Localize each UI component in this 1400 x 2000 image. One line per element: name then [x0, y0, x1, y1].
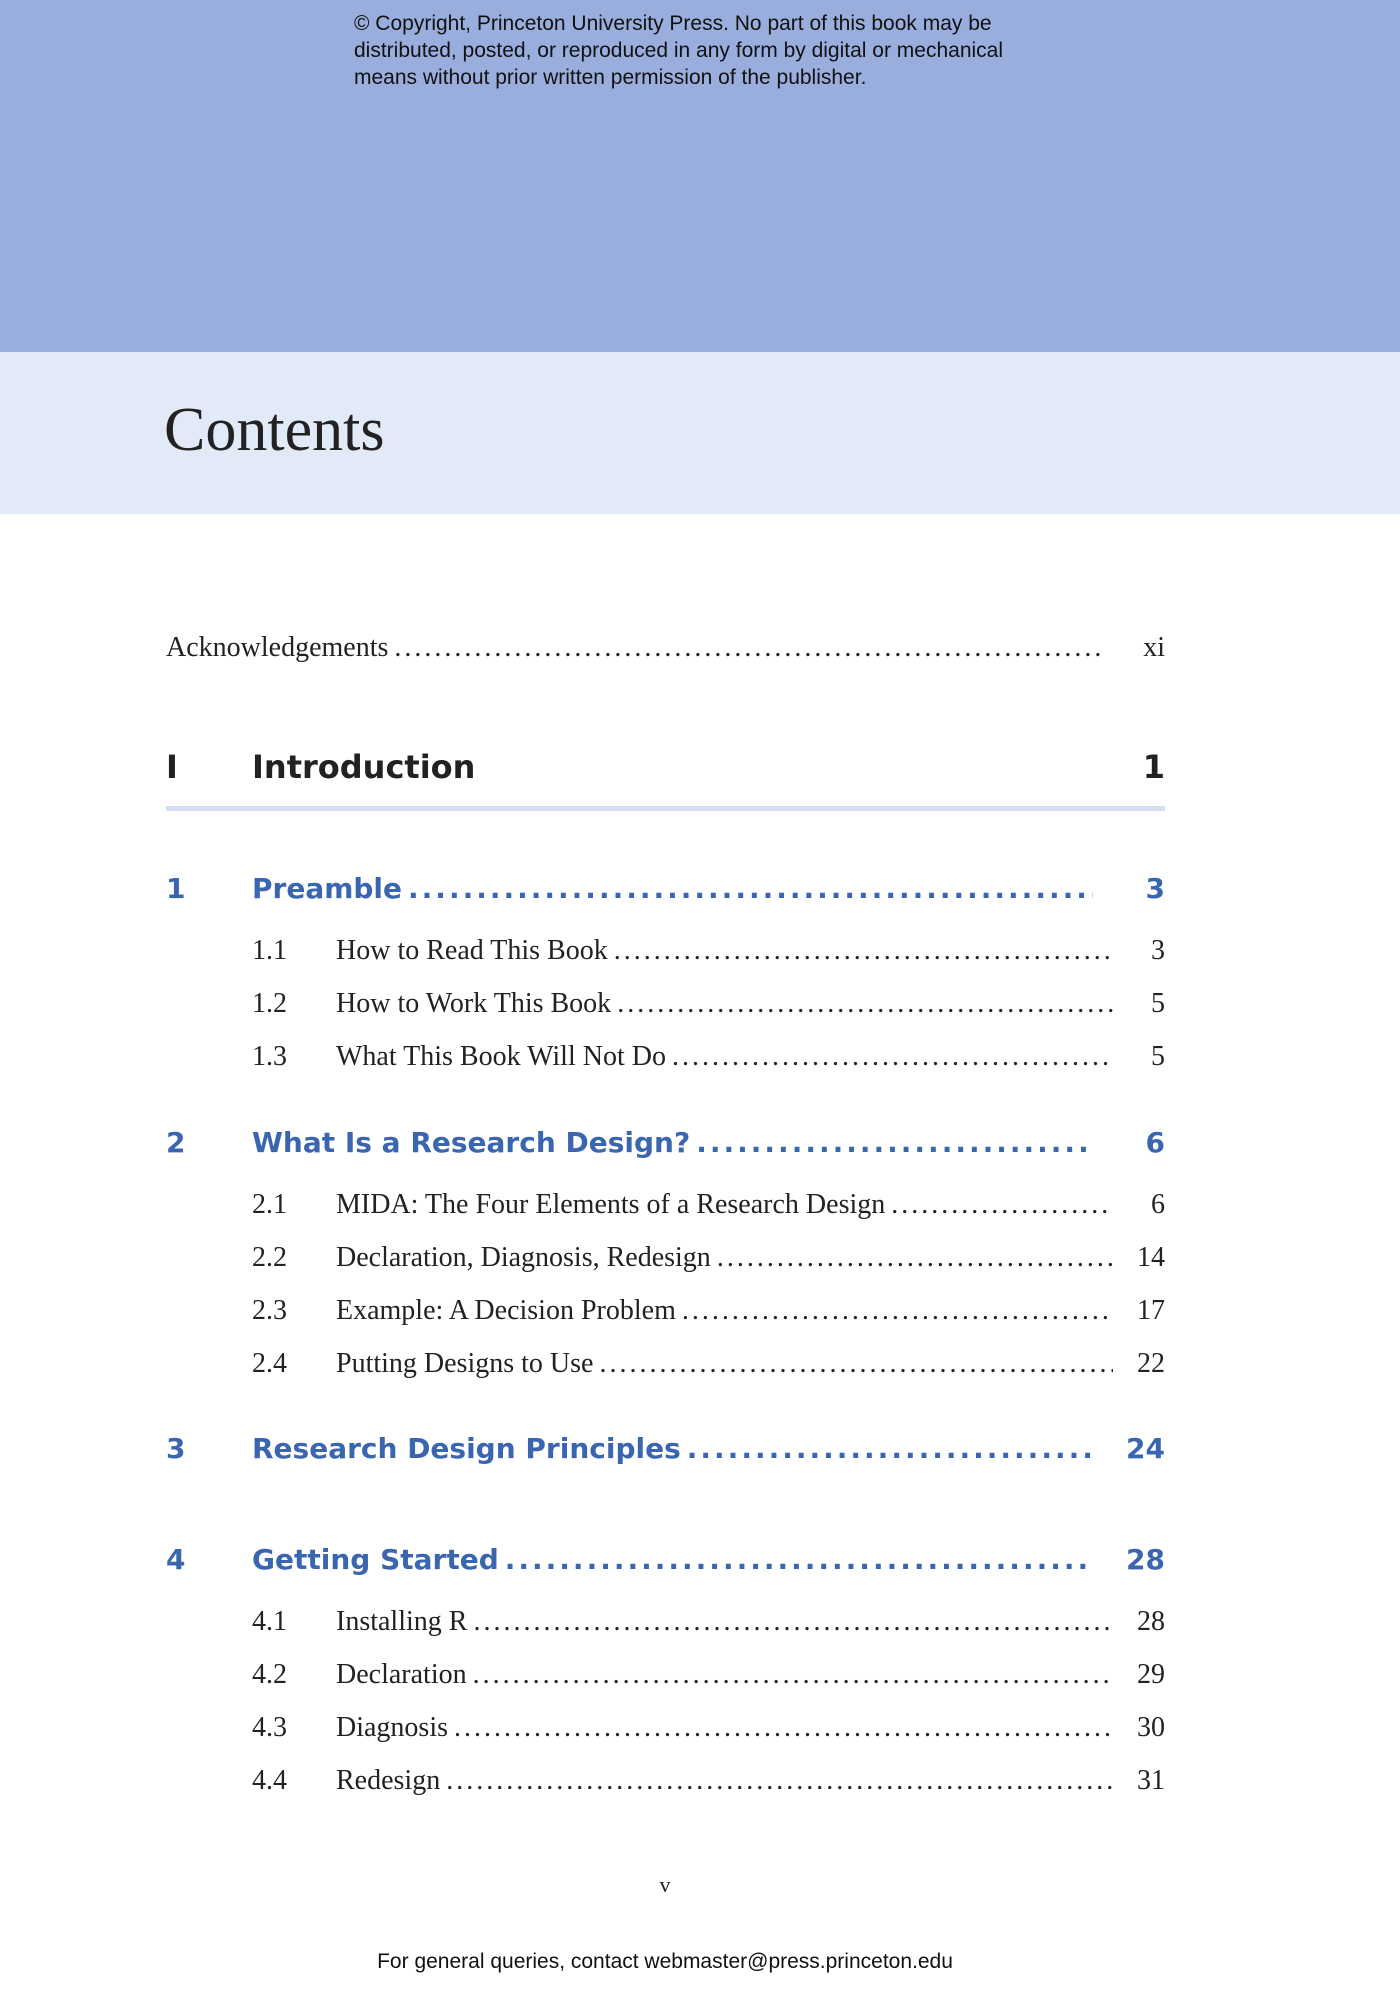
toc-section-2-3[interactable] — [166, 1295, 1165, 1327]
part-title: Introduction — [252, 748, 476, 786]
entry-title: Acknowledgements — [166, 632, 389, 663]
section-page: 5 — [1151, 1041, 1165, 1072]
chapter-page: 28 — [1126, 1543, 1165, 1576]
copyright-line: means without prior written permission of the publisher. — [354, 66, 867, 89]
chapter-title: Preamble — [252, 872, 403, 905]
section-number: 2.3 — [252, 1295, 287, 1326]
dot-leader — [696, 1126, 1093, 1159]
page-number: v — [659, 1872, 671, 1897]
toc-entry-acknowledgements[interactable] — [166, 632, 1165, 664]
section-number: 4.2 — [252, 1659, 287, 1690]
section-page: 28 — [1137, 1606, 1165, 1637]
chapter-number: 1 — [166, 872, 186, 905]
section-number: 1.3 — [252, 1041, 287, 1072]
page-title: Contents — [164, 396, 385, 464]
toc-section-2-4[interactable] — [166, 1348, 1165, 1380]
chapter-title: What Is a Research Design? — [252, 1126, 691, 1159]
dot-leader — [454, 1712, 1113, 1744]
chapter-title: Research Design Principles — [252, 1432, 681, 1465]
part-number: I — [166, 748, 178, 786]
entry-page: xi — [1143, 632, 1165, 663]
toc-section-2-2[interactable] — [166, 1242, 1165, 1274]
chapter-number: 2 — [166, 1126, 186, 1159]
chapter-page: 6 — [1145, 1126, 1165, 1159]
section-title: What This Book Will Not Do — [336, 1041, 666, 1072]
section-number: 4.3 — [252, 1712, 287, 1743]
section-title: Redesign — [336, 1765, 441, 1796]
dot-leader — [408, 872, 1093, 905]
section-page: 30 — [1137, 1712, 1165, 1743]
section-number: 2.4 — [252, 1348, 287, 1379]
section-page: 14 — [1137, 1242, 1165, 1273]
toc-part-heading[interactable] — [166, 748, 1165, 786]
section-page: 6 — [1151, 1189, 1165, 1220]
section-title: How to Read This Book — [336, 935, 608, 966]
toc-section-4-4[interactable] — [166, 1765, 1165, 1797]
toc-section-2-1[interactable] — [166, 1189, 1165, 1221]
toc-chapter-1[interactable] — [166, 872, 1165, 905]
section-page: 3 — [1151, 935, 1165, 966]
toc-chapter-4[interactable] — [166, 1543, 1165, 1576]
section-title: How to Work This Book — [336, 988, 612, 1019]
section-number: 2.1 — [252, 1189, 287, 1220]
dot-leader — [473, 1606, 1113, 1638]
section-title: MIDA: The Four Elements of a Research Design — [336, 1189, 886, 1220]
dot-leader — [891, 1189, 1113, 1221]
section-number: 2.2 — [252, 1242, 287, 1273]
section-page: 22 — [1137, 1348, 1165, 1379]
toc-section-1-2[interactable] — [166, 988, 1165, 1020]
dot-leader — [505, 1543, 1093, 1576]
chapter-number: 3 — [166, 1432, 186, 1465]
part-page: 1 — [1142, 748, 1165, 786]
chapter-page: 24 — [1126, 1432, 1165, 1465]
section-page: 29 — [1137, 1659, 1165, 1690]
chapter-title: Getting Started — [252, 1543, 499, 1576]
toc-section-4-1[interactable] — [166, 1606, 1165, 1638]
dot-leader — [672, 1041, 1113, 1073]
dot-leader — [446, 1765, 1113, 1797]
section-title: Putting Designs to Use — [336, 1348, 594, 1379]
toc-section-1-1[interactable] — [166, 935, 1165, 967]
toc-section-4-2[interactable] — [166, 1659, 1165, 1691]
dot-leader — [473, 1659, 1113, 1691]
toc-section-4-3[interactable] — [166, 1712, 1165, 1744]
chapter-page: 3 — [1145, 872, 1165, 905]
dot-leader — [599, 1348, 1113, 1380]
section-number: 1.2 — [252, 988, 287, 1019]
footer-contact: For general queries, contact webmaster@press.princeton.edu — [377, 1950, 953, 1973]
section-title: Diagnosis — [336, 1712, 448, 1743]
toc-section-1-3[interactable] — [166, 1041, 1165, 1073]
part-divider — [166, 806, 1165, 811]
dot-leader — [687, 1432, 1093, 1465]
dot-leader — [614, 935, 1113, 967]
toc-chapter-3[interactable] — [166, 1432, 1165, 1465]
copyright-line: © Copyright, Princeton University Press. No part of this book may be — [354, 12, 992, 35]
section-page: 5 — [1151, 988, 1165, 1019]
dot-leader — [394, 632, 1105, 664]
dot-leader — [717, 1242, 1113, 1274]
section-page: 31 — [1137, 1765, 1165, 1796]
copyright-notice — [354, 10, 1114, 91]
section-number: 4.4 — [252, 1765, 287, 1796]
dot-leader — [617, 988, 1113, 1020]
copyright-line: distributed, posted, or reproduced in any form by digital or mechanical — [354, 39, 1004, 62]
toc-chapter-2[interactable] — [166, 1126, 1165, 1159]
section-title: Declaration, Diagnosis, Redesign — [336, 1242, 711, 1273]
dot-leader — [682, 1295, 1113, 1327]
section-title: Installing R — [336, 1606, 468, 1637]
section-page: 17 — [1137, 1295, 1165, 1326]
section-title: Declaration — [336, 1659, 467, 1690]
section-number: 4.1 — [252, 1606, 287, 1637]
section-title: Example: A Decision Problem — [336, 1295, 676, 1326]
chapter-number: 4 — [166, 1543, 186, 1576]
section-number: 1.1 — [252, 935, 287, 966]
